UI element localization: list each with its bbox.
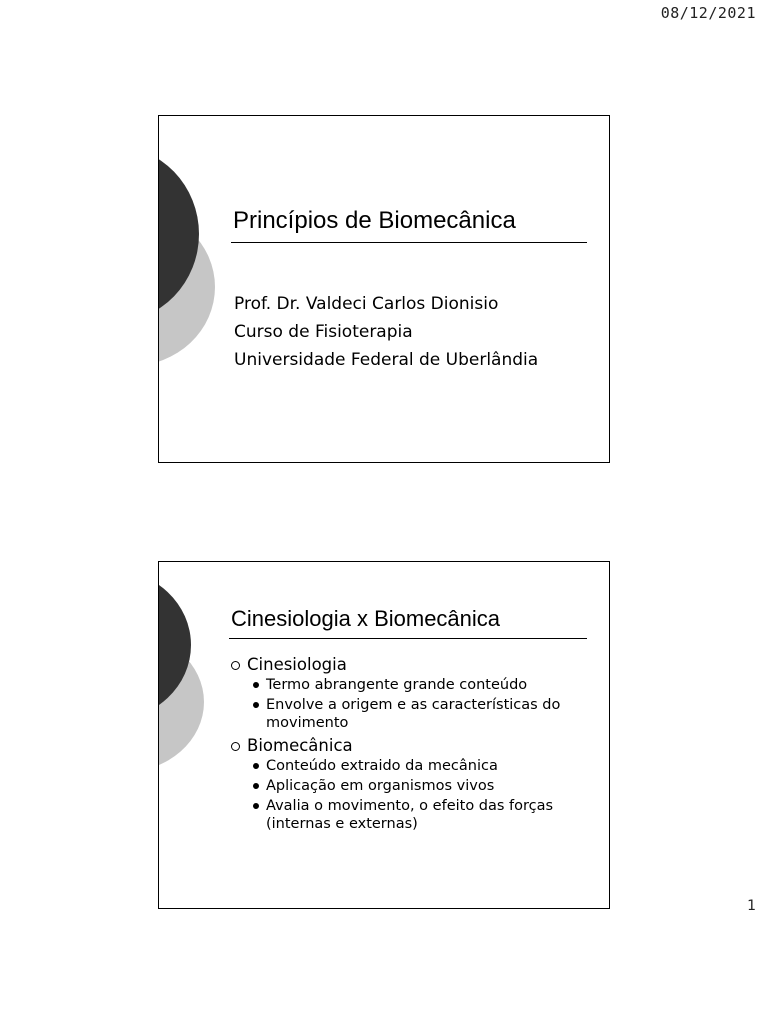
sub-list-item <box>253 777 582 795</box>
sub-list-item <box>253 797 582 833</box>
sub-list-item-text: Termo abrangente grande conteúdo <box>266 677 528 693</box>
outline-item-label: Biomecânica <box>247 736 353 755</box>
sub-list-item <box>253 676 582 694</box>
outline-item <box>231 654 582 732</box>
hollow-circle-bullet-icon <box>231 742 240 751</box>
author-info <box>234 290 538 374</box>
slide-title: Princípios de Biomecânica <box>233 207 516 234</box>
sub-list <box>231 676 582 732</box>
slide-title: Cinesiologia x Biomecânica <box>231 606 501 631</box>
filled-bullet-icon <box>253 803 259 809</box>
sub-list-item-text: Aplicação em organismos vivos <box>266 778 495 794</box>
title-divider <box>231 242 587 243</box>
outline-list <box>231 654 582 836</box>
outline-item <box>231 735 582 833</box>
sub-list-item-text: Conteúdo extraido da mecânica <box>266 758 498 774</box>
sub-list <box>231 757 582 833</box>
sub-list-item-text: Avalia o movimento, o efeito das forças (internas e externas) <box>266 798 554 832</box>
filled-bullet-icon <box>253 682 259 688</box>
slide-title-slide <box>158 115 610 463</box>
university-name: Universidade Federal de Uberlândia <box>234 350 539 370</box>
filled-bullet-icon <box>253 763 259 769</box>
slide-content-slide <box>158 561 610 909</box>
title-divider <box>229 638 587 639</box>
course-name: Curso de Fisioterapia <box>234 322 413 342</box>
hollow-circle-bullet-icon <box>231 661 240 670</box>
filled-bullet-icon <box>253 783 259 789</box>
page-number: 1 <box>747 898 756 914</box>
filled-bullet-icon <box>253 702 259 708</box>
page-date: 08/12/2021 <box>660 4 756 22</box>
sub-list-item-text: Envolve a origem e as características do movimento <box>266 697 561 731</box>
outline-item-label: Cinesiologia <box>247 655 347 674</box>
sub-list-item <box>253 757 582 775</box>
sub-list-item <box>253 696 582 732</box>
author-name: Prof. Dr. Valdeci Carlos Dionisio <box>234 294 499 314</box>
